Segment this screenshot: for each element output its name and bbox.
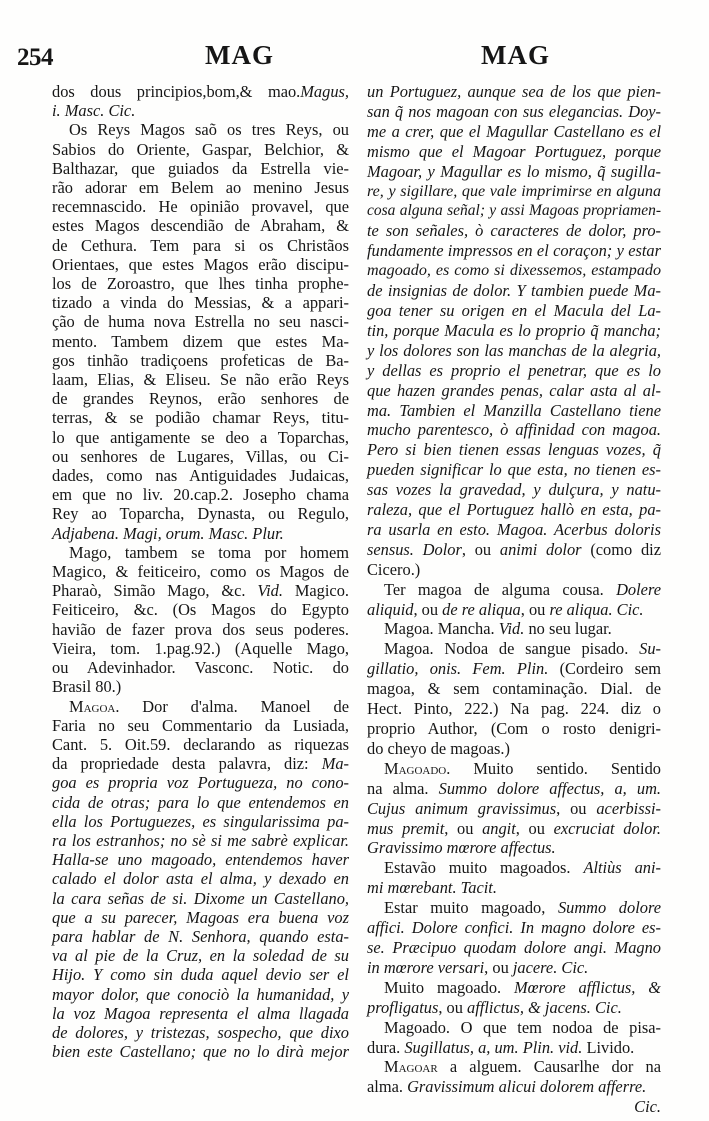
- paragraph: [367, 858, 661, 898]
- text-roman: recemnascido. He opinião provavel, que: [52, 197, 349, 217]
- text-line: [52, 408, 349, 427]
- text-italic: que a su parecer, Magoas era buena voz: [52, 907, 349, 927]
- text-roman: Balthazar, que guiados da Estrella vie-: [52, 158, 349, 178]
- text-italic: va al pie de la Cruz, en la soledad de su: [52, 946, 349, 966]
- text-roman: Estar muito magoado,: [384, 898, 558, 918]
- text-line: [52, 793, 349, 812]
- text-line: [367, 540, 661, 560]
- text-line: [52, 82, 349, 101]
- text-italic: gillatio, onis. Fem. Plin.: [367, 659, 549, 679]
- text-italic: affici. Dolore confici. In magno dolore es-: [367, 918, 661, 938]
- text-roman: Feiticeiro, &c. (Os Magos do Egypto: [52, 600, 349, 620]
- text-italic: Summo dolore affectus, a, um.: [438, 778, 661, 798]
- paragraph: [367, 1018, 661, 1058]
- text-roman: laam, Elias, & Eliseu. Se não erão Reys: [52, 370, 349, 390]
- text-italic: mus premit: [367, 818, 445, 838]
- text-line: [367, 719, 661, 739]
- text-roman: Ter magoa de alguma cousa.: [384, 579, 617, 599]
- text-line: [367, 401, 661, 421]
- text-line: [52, 581, 349, 600]
- text-line: [52, 889, 349, 908]
- entry-headword: Magoado.: [384, 758, 451, 778]
- text-italic: se. Præcipuo quodam dolore angi. Magno: [367, 937, 661, 957]
- text-italic: afflictus, & jacens. Cic.: [467, 997, 622, 1017]
- text-italic: profligatus: [367, 997, 439, 1017]
- text-roman: Orientaes, que estes Magos erão discipu-: [52, 254, 349, 274]
- text-line: [367, 619, 661, 639]
- text-roman: (como diz: [581, 539, 662, 559]
- text-italic: Ma-: [321, 754, 349, 774]
- text-line: [52, 274, 349, 293]
- running-head-left: MAG: [205, 40, 274, 70]
- paragraph: [367, 1057, 661, 1117]
- text-line: [52, 293, 349, 312]
- text-roman: em que no liv. 20.cap.2. Josepho chama: [52, 485, 349, 505]
- text-italic: excruciat dolor.: [553, 818, 662, 838]
- text-roman: Sabios do Oriente, Gaspar, Belchior, &: [52, 139, 349, 159]
- text-line: [367, 82, 661, 102]
- text-italic: Adjabena. Magi, orum. Masc. Plur.: [52, 523, 284, 543]
- paragraph: [367, 619, 661, 639]
- text-roman: Faria no seu Commentario da Lusiada,: [52, 715, 349, 735]
- text-italic: Mœrore afflictus, &: [514, 977, 661, 997]
- text-line: [52, 159, 349, 178]
- text-line: [367, 759, 661, 779]
- text-line: [367, 799, 661, 819]
- text-italic: Altiùs ani-: [583, 858, 662, 878]
- text-roman: a alguem. Causarlhe dor na: [437, 1057, 661, 1077]
- text-italic: Pero si bien tienen essas lenguas vozes, q̃: [367, 440, 661, 460]
- text-roman: Vieira, tom. 1.pag.92.) (Aquelle Mago,: [52, 638, 349, 658]
- text-roman: Magoa. Mancha.: [384, 619, 499, 639]
- paragraph: [367, 82, 661, 580]
- paragraph: [367, 639, 661, 758]
- text-italic: pueden significar lo que esta, no tienen es-: [367, 460, 661, 480]
- text-line: [367, 560, 661, 580]
- page-number: 254: [17, 44, 53, 71]
- text-line: [367, 639, 661, 659]
- text-italic: mayor dolor, que conociò la humanidad, y: [52, 984, 349, 1004]
- text-italic: Su-: [639, 639, 661, 659]
- text-roman: Muito sentido. Sentido: [450, 758, 661, 778]
- text-line: [367, 221, 661, 241]
- text-italic: goa tener su origen en el Macula del La-: [367, 300, 661, 320]
- text-line: [52, 120, 349, 139]
- text-line: [367, 341, 661, 361]
- text-roman: magoa, & sem contaminação. Dial. de: [367, 679, 661, 699]
- text-italic: de insignias de dolor. Y tambien puede Ma-: [367, 281, 661, 301]
- text-italic: tin, porque Macula es lo proprio q̃ mancha;: [367, 320, 661, 340]
- text-roman: terras, & se podião chamar Reys, titu-: [52, 408, 349, 428]
- text-italic: Halla-se uno magoado, entendemos haver: [52, 850, 349, 870]
- text-line: [52, 370, 349, 389]
- text-roman: Brasil 80.): [52, 677, 122, 697]
- text-roman: , ou: [484, 957, 513, 977]
- text-line: [52, 236, 349, 255]
- text-roman: do cheyo de magoas.): [367, 738, 510, 758]
- text-italic: un Portuguez, aunque sea de los que pien-: [367, 82, 661, 101]
- text-line: [367, 938, 661, 958]
- left-column: [52, 82, 349, 1061]
- text-roman: tizado a vinda do Messias, & a appari-: [52, 293, 349, 313]
- text-roman: ou senhores de Lugares, Villas, ou Ci-: [52, 446, 349, 466]
- text-roman: , ou: [413, 599, 443, 619]
- text-italic: mismo que el Magoar Portuguez, porque: [367, 141, 661, 161]
- text-line: [367, 878, 661, 898]
- text-line: [52, 447, 349, 466]
- text-italic: raleza, que el Portuguez hallò en esta, pa-: [367, 500, 661, 520]
- text-line: [367, 480, 661, 500]
- paragraph: [367, 898, 661, 978]
- entry-headword: Magoa.: [69, 696, 120, 716]
- text-line: [52, 1004, 349, 1023]
- text-roman: da propriedade desta palavra, diz:: [52, 754, 322, 774]
- text-line: [52, 1023, 349, 1042]
- text-line: [367, 321, 661, 341]
- text-line: [367, 460, 661, 480]
- text-roman: Magico, & feiticeiro, como os Magos de: [52, 562, 349, 582]
- text-roman: ou Adevinhador. Vasconc. Notic. do: [52, 658, 349, 678]
- text-roman: Hect. Pinto, 222.) Na pag. 224. diz o: [367, 699, 661, 719]
- text-roman: no seu lugar.: [524, 619, 612, 639]
- text-italic: aliquid: [367, 599, 414, 619]
- text-line: [52, 908, 349, 927]
- text-italic: re aliqua. Cic.: [549, 599, 644, 619]
- text-line: [52, 428, 349, 447]
- text-line: [367, 1038, 661, 1058]
- text-roman: dura.: [367, 1037, 405, 1057]
- text-line: [367, 958, 661, 978]
- text-line: [52, 600, 349, 619]
- text-line: [367, 1077, 661, 1097]
- text-italic: ma. Tambien el Manzilla Castellano tiene: [367, 400, 661, 420]
- text-line: [52, 351, 349, 370]
- text-line: [367, 182, 661, 202]
- text-italic: que hazen grandes penas, calar asta al al-: [367, 380, 661, 400]
- text-roman: estes Magos descendião de Abraham, &: [52, 216, 349, 236]
- text-line: [52, 312, 349, 331]
- text-roman: Muito magoado.: [384, 977, 514, 997]
- text-italic: Dolere: [616, 579, 661, 599]
- text-line: [367, 1018, 661, 1038]
- text-roman: de Cethura. Tem para si os Christãos: [52, 235, 349, 255]
- text-roman: Dor d'alma. Manoel de: [119, 696, 349, 716]
- text-line: [52, 716, 349, 735]
- text-line: [52, 178, 349, 197]
- paragraph: [52, 543, 349, 697]
- text-line: [367, 142, 661, 162]
- text-line: [52, 140, 349, 159]
- text-line: [367, 699, 661, 719]
- text-italic: magoado, es como si dixessemos, estampado: [367, 262, 661, 280]
- text-line: [52, 197, 349, 216]
- text-italic: sensus. Dolor: [367, 539, 462, 559]
- text-italic: Vid.: [498, 619, 525, 639]
- text-italic: Cic.: [634, 1097, 661, 1117]
- text-roman: lo que antigamente se deo a Toparchas,: [52, 427, 349, 447]
- text-line: [367, 122, 661, 142]
- text-line: [367, 162, 661, 182]
- text-roman: , ou: [461, 539, 500, 559]
- text-italic: bien este Castellano; que no lo dirà mejor: [52, 1042, 349, 1062]
- text-line: [367, 361, 661, 381]
- text-italic: la voz Magoa representa el alma llagada: [52, 1003, 349, 1023]
- text-line: [367, 779, 661, 799]
- text-line: [52, 677, 349, 696]
- paragraph: [52, 120, 349, 542]
- text-line: [367, 679, 661, 699]
- text-line: [52, 697, 349, 716]
- text-roman: dades, como nas Antiguidades Judaicas,: [52, 466, 349, 486]
- text-line: [52, 754, 349, 773]
- paragraph: [367, 580, 661, 620]
- text-line: [52, 466, 349, 485]
- text-line: [52, 773, 349, 792]
- text-italic: cida de otras; para lo que entendemos en: [52, 792, 349, 812]
- text-line: [367, 102, 661, 122]
- text-roman: , ou: [520, 599, 550, 619]
- text-roman: Rey ao Toparcha, Dynasta, ou Regulo,: [52, 504, 349, 524]
- text-line: [52, 812, 349, 831]
- text-roman: mento. Tambem dizem que estes Ma-: [52, 331, 349, 351]
- text-italic: de re aliqua: [442, 599, 521, 619]
- text-roman: Magoado. O que tem nodoa de pisa-: [384, 1017, 661, 1037]
- text-line: [367, 918, 661, 938]
- text-line: [367, 600, 661, 620]
- text-italic: y los dolores son las manchas de la alegria,: [367, 340, 661, 360]
- paragraph: [367, 978, 661, 1018]
- text-italic: jacere. Cic.: [512, 957, 589, 977]
- text-line: [52, 255, 349, 274]
- text-line: [367, 440, 661, 460]
- text-italic: Hijo. Y como sin duda aquel devio ser el: [52, 965, 349, 985]
- text-line: [52, 389, 349, 408]
- text-line: [367, 201, 661, 221]
- text-roman: dos dous principios,bom,& mao.: [52, 82, 301, 101]
- text-roman: Mago, tambem se toma por homem: [69, 542, 349, 562]
- text-italic: Magus,: [300, 82, 349, 101]
- text-italic: Cujus animum gravissimus: [367, 798, 557, 818]
- text-line: [52, 946, 349, 965]
- text-roman: Pharaò, Simão Mago, &c.: [52, 581, 258, 601]
- text-italic: Gravissimo mœrore affectus.: [367, 838, 556, 858]
- text-roman: los de Zoroastro, que lhes tinha prophe-: [52, 274, 349, 294]
- text-italic: Sugillatus, a, um. Plin. vid.: [404, 1037, 583, 1057]
- text-line: [367, 998, 661, 1018]
- text-roman: Estavão muito magoados.: [384, 858, 584, 878]
- text-italic: Vid.: [257, 581, 283, 601]
- text-line: [367, 381, 661, 401]
- text-line: [52, 101, 349, 120]
- text-line: [367, 261, 661, 281]
- text-italic: in mœrore versari: [367, 957, 485, 977]
- text-line: [367, 1097, 661, 1117]
- text-italic: cosa alguna señal; y assi Magoas propriamen-: [367, 202, 661, 220]
- text-roman: , ou: [556, 798, 597, 818]
- text-line: [52, 620, 349, 639]
- text-italic: mucho parentesco, ò affinidad con magoa.: [367, 420, 661, 440]
- text-italic: calado el dolor asta el alma, y dexado en: [52, 869, 349, 889]
- text-italic: la cara señas de si. Dixome un Castellano,: [52, 888, 349, 908]
- text-line: [52, 504, 349, 523]
- text-roman: gos tinhão tradiçoens profeticas de Ba-: [52, 350, 349, 370]
- text-roman: Cant. 5. Oit.59. declarando as riquezas: [52, 734, 349, 754]
- text-roman: na alma.: [367, 778, 439, 798]
- paragraph: [52, 82, 349, 120]
- text-italic: para hablar de N. Senhora, quando esta-: [52, 926, 349, 946]
- text-italic: ra los estranhos; no sè si me sabrè explicar.: [52, 830, 349, 850]
- text-line: [52, 658, 349, 677]
- text-roman: Magoa. Nodoa de sangue pisado.: [384, 639, 640, 659]
- text-line: [52, 869, 349, 888]
- text-line: [52, 332, 349, 351]
- text-line: [367, 241, 661, 261]
- text-line: [367, 1057, 661, 1077]
- text-roman: de grandes Reynos, erão senhores de: [52, 389, 349, 409]
- paragraph: [367, 759, 661, 859]
- text-italic: Gravissimum alicui dolorem afferre.: [407, 1077, 647, 1097]
- text-roman: alma.: [367, 1077, 408, 1097]
- text-italic: goa es propria voz Portugueza, no cono-: [52, 773, 349, 793]
- text-italic: y dellas es proprio el penetrar, que es lo: [367, 360, 661, 380]
- text-italic: Magoar, y Magullar es lo mismo, q̃ sugilla-: [367, 161, 661, 181]
- text-italic: fundamente impressos en el coraçon; y estar: [367, 241, 661, 261]
- text-italic: acerbissi-: [596, 798, 661, 818]
- text-line: [367, 580, 661, 600]
- text-italic: me a crer, que el Magullar Castellano es el: [367, 121, 661, 141]
- text-italic: angit: [482, 818, 516, 838]
- text-roman: rão adorar em Belem ao menino Jesus: [52, 178, 349, 198]
- text-line: [52, 927, 349, 946]
- text-line: [52, 735, 349, 754]
- text-italic: re, y sigillare, que vale imprimirse en alguna: [367, 182, 661, 200]
- text-line: [367, 500, 661, 520]
- right-column: [367, 82, 661, 1117]
- text-roman: (Cordeiro sem: [548, 659, 661, 679]
- running-head-right: MAG: [481, 40, 550, 70]
- text-italic: i. Masc. Cic.: [52, 101, 136, 121]
- text-italic: mi mœrebant. Tacit.: [367, 878, 497, 898]
- paragraph: [52, 697, 349, 1062]
- text-line: [367, 420, 661, 440]
- text-roman: Livido.: [582, 1037, 635, 1057]
- text-line: [367, 520, 661, 540]
- text-roman: Cicero.): [367, 559, 421, 579]
- text-roman: Magico.: [282, 581, 349, 601]
- text-italic: te son señales, ò caracteres de dolor, pro-: [367, 221, 661, 241]
- text-line: [367, 281, 661, 301]
- text-line: [52, 639, 349, 658]
- text-line: [367, 978, 661, 998]
- text-line: [367, 838, 661, 858]
- text-line: [367, 819, 661, 839]
- text-italic: animi dolor: [499, 539, 582, 559]
- text-italic: sas vozes la gravedad, y dulçura, y natu-: [367, 480, 661, 500]
- text-line: [52, 831, 349, 850]
- text-line: [52, 562, 349, 581]
- text-line: [52, 850, 349, 869]
- text-italic: Summo dolore: [557, 898, 661, 918]
- text-roman: Os Reys Magos saõ os tres Reys, ou: [69, 120, 349, 140]
- text-line: [367, 659, 661, 679]
- text-italic: san q̃ nos magoan con sus elegancias. Doy-: [367, 101, 661, 121]
- text-line: [367, 739, 661, 759]
- text-roman: proprio Author, (Com o rosto denigri-: [367, 719, 661, 738]
- text-italic: ra usarla en esto. Magoa. Acerbus doloris: [367, 519, 661, 539]
- text-roman: , ou: [515, 818, 554, 838]
- text-line: [52, 216, 349, 235]
- text-line: [52, 524, 349, 543]
- text-italic: ella los Portuguezes, es singularissima pa-: [52, 811, 349, 831]
- text-italic: de dolores, y tristezas, sospecho, que dixo: [52, 1022, 349, 1042]
- text-line: [367, 301, 661, 321]
- text-line: [52, 985, 349, 1004]
- entry-headword: Magoar: [384, 1057, 438, 1077]
- text-line: [367, 858, 661, 878]
- text-line: [52, 543, 349, 562]
- text-line: [52, 485, 349, 504]
- text-line: [52, 965, 349, 984]
- text-roman: havião de fazer prova dos seus poderes.: [52, 619, 349, 639]
- text-roman: , ou: [438, 997, 468, 1017]
- text-line: [367, 898, 661, 918]
- text-roman: , ou: [444, 818, 483, 838]
- text-roman: ção de huma nova Estrella no seu nasci-: [52, 312, 349, 332]
- text-line: [52, 1042, 349, 1061]
